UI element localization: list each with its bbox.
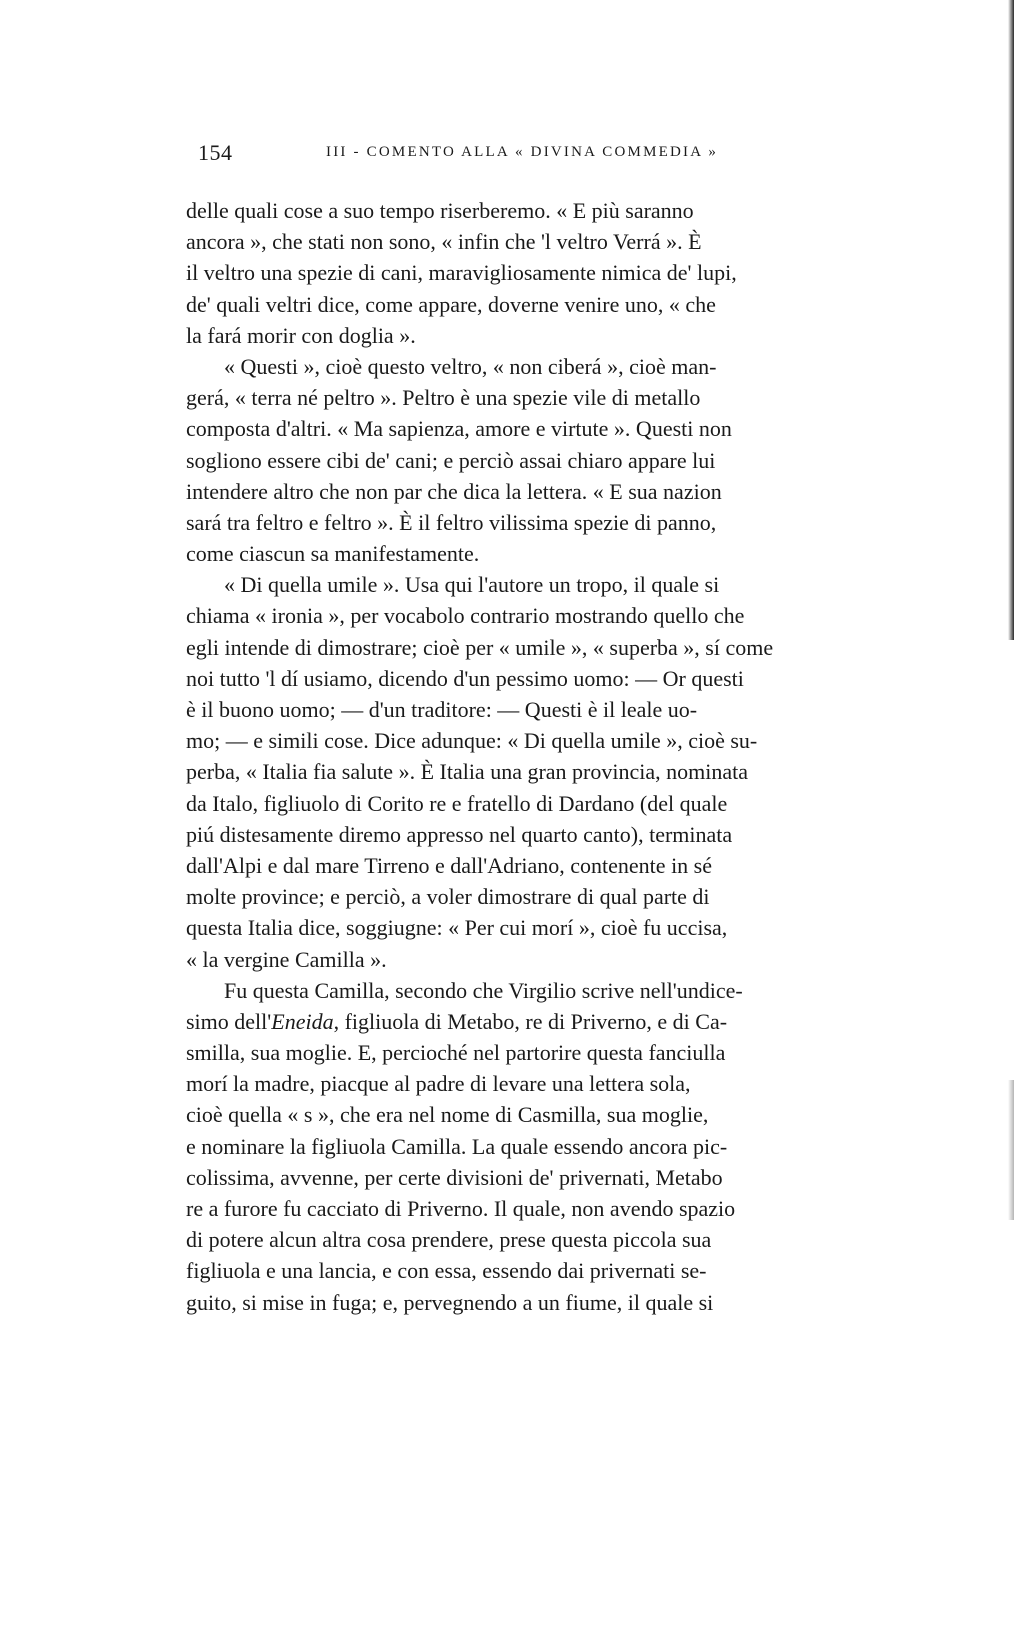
text-line: de' quali veltri dice, come appare, doverne venire uno, « che xyxy=(186,291,716,317)
text-line: re a furore fu cacciato di Priverno. Il quale, non avendo spazio xyxy=(186,1196,736,1221)
text-line: « Questi », cioè questo veltro, « non ciberá », cioè man- xyxy=(224,353,717,379)
text-line: di potere alcun altra cosa prendere, prese questa piccola sua xyxy=(186,1227,712,1253)
text-line: intendere altro che non par che dica la lettera. « E sua nazion xyxy=(186,478,722,504)
text-line: ancora », che stati non sono, « infin che 'l veltro Verrá ». È xyxy=(186,229,702,255)
text-line: da Italo, figliuolo di Corito re e fratello di Dardano (del quale xyxy=(186,790,728,816)
page-number: 154 xyxy=(198,140,233,165)
page-edge-shadow-lower xyxy=(1008,1080,1014,1220)
text-line: Fu questa Camilla, secondo che Virgilio scrive nell'undice- xyxy=(224,977,743,1003)
text-line: questa Italia dice, soggiugne: « Per cui morí », cioè fu uccisa, xyxy=(186,915,728,941)
text-line: sogliono essere cibi de' cani; e perciò assai chiaro appare lui xyxy=(186,447,716,473)
text-line: sará tra feltro e feltro ». È il feltro vilissima spezie di panno, xyxy=(186,509,717,535)
text-line: egli intende di dimostrare; cioè per « umile », « superba », sí come xyxy=(186,634,774,660)
text-line: composta d'altri. « Ma sapienza, amore e virtute ». Questi non xyxy=(186,416,732,442)
page-edge-shadow xyxy=(1008,0,1014,640)
text-line: « Di quella umile ». Usa qui l'autore un tropo, il quale si xyxy=(224,572,720,598)
text-line: chiama « ironia », per vocabolo contrario mostrando quello che xyxy=(186,603,745,629)
text-line: è il buono uomo; — d'un traditore: — Questi è il leale uo- xyxy=(186,697,698,722)
text-line: molte province; e perciò, a voler dimostrare di qual parte di xyxy=(186,884,710,910)
text-line: colissima, avvenne, per certe divisioni de' privernati, Metabo xyxy=(186,1164,723,1190)
text-line: e nominare la figliuola Camilla. La quale essendo ancora pic- xyxy=(186,1133,728,1159)
text-line: dall'Alpi e dal mare Tirreno e dall'Adriano, contenente in sé xyxy=(186,852,713,878)
text-line: guito, si mise in fuga; e, pervegnendo a un fiume, il quale si xyxy=(186,1289,714,1315)
text-line: figliuola e una lancia, e con essa, essendo dai privernati se- xyxy=(186,1258,707,1284)
text-line: smilla, sua moglie. E, percioché nel partorire questa fanciulla xyxy=(186,1040,726,1066)
text-line: perba, « Italia fia salute ». È Italia una gran provincia, nominata xyxy=(186,759,748,785)
page-header xyxy=(198,140,916,170)
text-line: delle quali cose a suo tempo riserberemo. « E più saranno xyxy=(186,198,694,223)
text-line: come ciascun sa manifestamente. xyxy=(186,541,480,567)
text-line: « la vergine Camilla ». xyxy=(186,946,387,972)
body-text xyxy=(186,195,919,1318)
running-title: III - COMENTO ALLA « DIVINA COMMEDIA » xyxy=(326,144,719,160)
text-line: la fará morir con doglia ». xyxy=(186,322,416,348)
text-line: gerá, « terra né peltro ». Peltro è una spezie vile di metallo xyxy=(186,385,701,411)
text-line: simo dell'Eneida, figliuola di Metabo, re di Priverno, e di Ca- xyxy=(186,1008,728,1034)
text-line: morí la madre, piacque al padre di levare una lettera sola, xyxy=(186,1071,691,1097)
text-line: noi tutto 'l dí usiamo, dicendo d'un pessimo uomo: — Or questi xyxy=(186,665,744,691)
text-line: mo; — e simili cose. Dice adunque: « Di quella umile », cioè su- xyxy=(186,728,758,754)
text-line: piú distesamente diremo appresso nel quarto canto), terminata xyxy=(186,821,733,847)
text-line: cioè quella « s », che era nel nome di Casmilla, sua moglie, xyxy=(186,1102,709,1128)
text-line: il veltro una spezie di cani, maravigliosamente nimica de' lupi, xyxy=(186,260,737,286)
